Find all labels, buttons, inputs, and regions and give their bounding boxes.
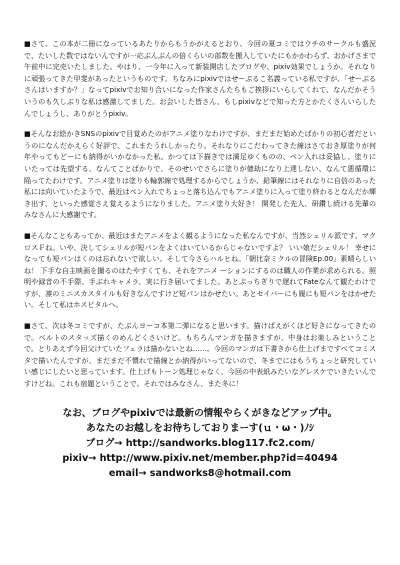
paragraph-anime-coloring: ■そんなお絵かきSNSのpixivで目覚めたのがアニメ塗りなわけですが、まだまだ始めたばかりの初心者だというのになんだかえらく好評で、これまたうれしかったり。それなりにこだわってきた線はさておき厚塗りが何年やってもどーにも納得がいかなかった私。かつては下描きでは満足ゆくものの、ペン入れは妥協し、塗りにいたっては先望する、なんてことばかりで、そのせいでさらに塗りが億劫になり上達しない、なんて悪循環に陥ってたわけです。アニメ塗りは塗りも輪郭線で処理するからでしょうか、鉛筆線にはそれなりに自信のあった私には向いていたようで、最近はペン入れでちょっと落ち込んでもアニメ塗りに入って塗り終わるとなんだか輝き出す、といった感覚さえ覚えるようになりました。アニメ塗り大好き！ 開発した先人、研鑽し続ける先輩のみなさんに大感謝です。 — [24, 129, 376, 220]
footer-notice: なお、ブログやpixivでは最新の情報やらくがきなどアップ中。 — [62, 407, 338, 419]
blog-link: ブログ→ http://sandworks.blog117.fc2.com/ — [85, 438, 315, 450]
email-address: email→ sandworks8@hotmail.com — [108, 468, 292, 480]
paragraph-anime-watching: ■そんなこともあってか、最近はまたアニメをよく観るようになった私なんですが、当然シェリル派です。マクロスＦね。いや、決してシェリルが短パンをよくはいているからじゃないですよ？ いい娘だシェリル！ 幸せになっても短パンはくのは忘れないで欲しい。そして今さらハルヒね。「朝比奈ミクルの冒険Ep.00」素晴らしいね！ 下手な自主映画を撮るのはたやすくても、それをアニメ ーションにするのは職人の作業が求められる。照明や録音の不手際、手ぶれキャメラ、実に行き届いてました。あとぷっちぎりで遅れてFateなんて観たわけですが、凛のミニスカスタイルも好きなんですけど短パンはかせたい。あとセイバーにも履にも短パンをはかせたい。そして私はホスピタルへ。 — [24, 230, 376, 310]
contact-footer — [24, 406, 376, 482]
footer-invitation: あなたのお越しをお待ちしておりまーす(ｕ・ω・)ﾉｼ — [86, 422, 314, 434]
pixiv-link: pixiv→ http://www.pixiv.net/member.php?id=40494 — [62, 453, 338, 465]
paragraph-winter-comiket: ■さて、次は冬コミですが、たぶんヨーコ本第二弾になると思います。描けばえがくほど好きになってきたので。ベルトのスタッズ描くのめんどくさいけど。もちろんマンガを描きますが、中身はお楽しみということで。とりあえず今回父けていたフェラは描かないとね……。今回のマンガは下書きから仕上げまですべてコミスタで描いたんですが、まだまだ不慣れで描線とか納得がいってないので、冬までにはもうちょっと研究していい感じにしたいと思っています。仕上げもトーン処理じゃなく、今回の中表紙みたいなグレスケでいきたいんですけどね。これも宿題ということで。それではみなさん、また冬に！ — [24, 321, 376, 389]
paragraph-summer-comiket: ■さて、この本が二冊になっているあたりからもうかがえるとおり、今回の夏コミではウチのサークルも盛況で、たいした数ではないんですが一応ぶんぶんの倍くらいの部数を搬入していたにもかかわらず、おかげさまで午前中に完売いたしました。やはり、一今年に入って新装開店したブログや、pixiv効果でしょうか。それなりに頑張ってきた甲斐があったというものです。ちなみにpixivではせーぶるこ名義っている私ですが、「せーぶるさんはいますか？」なってpixivでお知り合いになった作家さんたちもご挨拶にいらしてくれて、なんだかそういうのも久しぶりな私は感激してました。お会いした皆さん、もしpixivなどで知った方とかたくさんいらしたんでしょうし、ありがとうpixiv。 — [24, 39, 376, 118]
